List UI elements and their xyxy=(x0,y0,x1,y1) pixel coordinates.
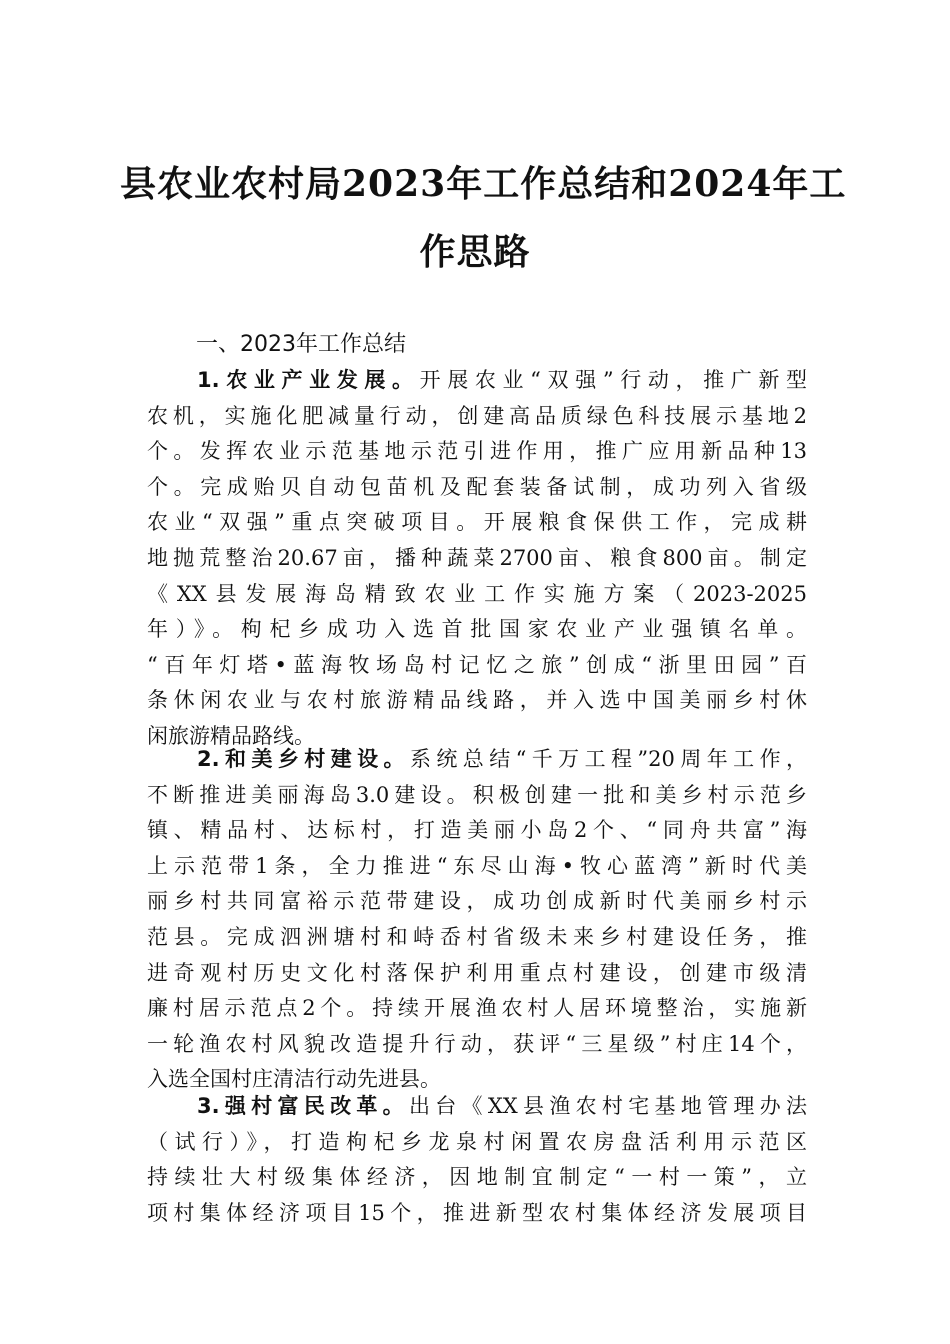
paragraph-line: 不断推进美丽海岛3.0建设。积极创建一批和美乡村示范乡 xyxy=(147,782,807,807)
paragraph-line: 农机，实施化肥减量行动，创建高品质绿色科技展示基地2 xyxy=(147,403,807,428)
document-title xyxy=(120,150,847,286)
paragraph-line: “百年灯塔•蓝海牧场岛村记忆之旅”创成“浙里田园”百 xyxy=(147,652,807,677)
paragraph-rural-construction xyxy=(147,742,807,1098)
paragraph-line: 进奇观村历史文化村落保护利用重点村建设，创建市级清 xyxy=(147,960,807,985)
paragraph-line: 年）》。枸杞乡成功入选首批国家农业产业强镇名单。 xyxy=(147,617,807,642)
paragraph-line: （试行）》，打造枸杞乡龙泉村闲置农房盘活利用示范区 xyxy=(147,1129,807,1154)
paragraph-text: 出台《XX县渔农村宅基地管理办法 xyxy=(408,1094,807,1118)
title-line-1: 县农业农村局2023年工作总结和2024年工 xyxy=(120,163,847,205)
paragraph-line xyxy=(147,742,807,778)
paragraph-text: 开展农业“双强”行动，推广新型 xyxy=(419,368,807,392)
paragraph-agriculture-industry xyxy=(147,363,807,755)
paragraph-lead: 2.和美乡村建设。 xyxy=(197,747,410,771)
paragraph-line: 农业“双强”重点突破项目。开展粮食保供工作，完成耕 xyxy=(147,510,807,535)
paragraph-text: 系统总结“千万工程”20周年工作， xyxy=(409,747,807,771)
paragraph-lead: 1.农业产业发展。 xyxy=(197,368,420,392)
paragraph-line: 个。完成贻贝自动包苗机及配套装备试制，成功列入省级 xyxy=(147,474,807,499)
paragraph-line: 《XX县发展海岛精致农业工作实施方案（2023-2025 xyxy=(147,581,807,606)
paragraph-line xyxy=(147,363,807,399)
paragraph-line: 个。发挥农业示范基地示范引进作用，推广应用新品种13 xyxy=(147,439,807,464)
paragraph-lead: 3.强村富民改革。 xyxy=(197,1094,409,1118)
paragraph-line: 条休闲农业与农村旅游精品线路，并入选中国美丽乡村休 xyxy=(147,688,807,713)
paragraph-line: 闲旅游精品路线。 xyxy=(147,723,315,748)
paragraph-line: 入选全国村庄清洁行动先进县。 xyxy=(147,1067,441,1092)
section-heading: 一、2023年工作总结 xyxy=(196,332,406,357)
paragraph-line: 镇、精品村、达标村，打造美丽小岛2个、“同舟共富”海 xyxy=(147,818,807,843)
paragraph-line: 持续壮大村级集体经济，因地制宜制定“一村一策”，立 xyxy=(147,1165,807,1190)
paragraph-line: 丽乡村共同富裕示范带建设，成功创成新时代美丽乡村示 xyxy=(147,889,807,914)
paragraph-line: 廉村居示范点2个。持续开展渔农村人居环境整治，实施新 xyxy=(147,996,807,1021)
paragraph-line: 范县。完成泗洲塘村和峙岙村省级未来乡村建设任务，推 xyxy=(147,924,807,949)
paragraph-village-reform xyxy=(147,1089,807,1231)
title-line-2: 作思路 xyxy=(419,231,531,273)
paragraph-line xyxy=(147,1089,807,1125)
paragraph-line: 地抛荒整治20.67亩，播种蔬菜2700亩、粮食800亩。制定 xyxy=(147,545,807,570)
paragraph-line: 一轮渔农村风貌改造提升行动，获评“三星级”村庄14个， xyxy=(147,1031,807,1056)
paragraph-line: 项村集体经济项目15个，推进新型农村集体经济发展项目 xyxy=(147,1200,807,1225)
paragraph-line: 上示范带1条，全力推进“东尽山海•牧心蓝湾”新时代美 xyxy=(147,853,807,878)
